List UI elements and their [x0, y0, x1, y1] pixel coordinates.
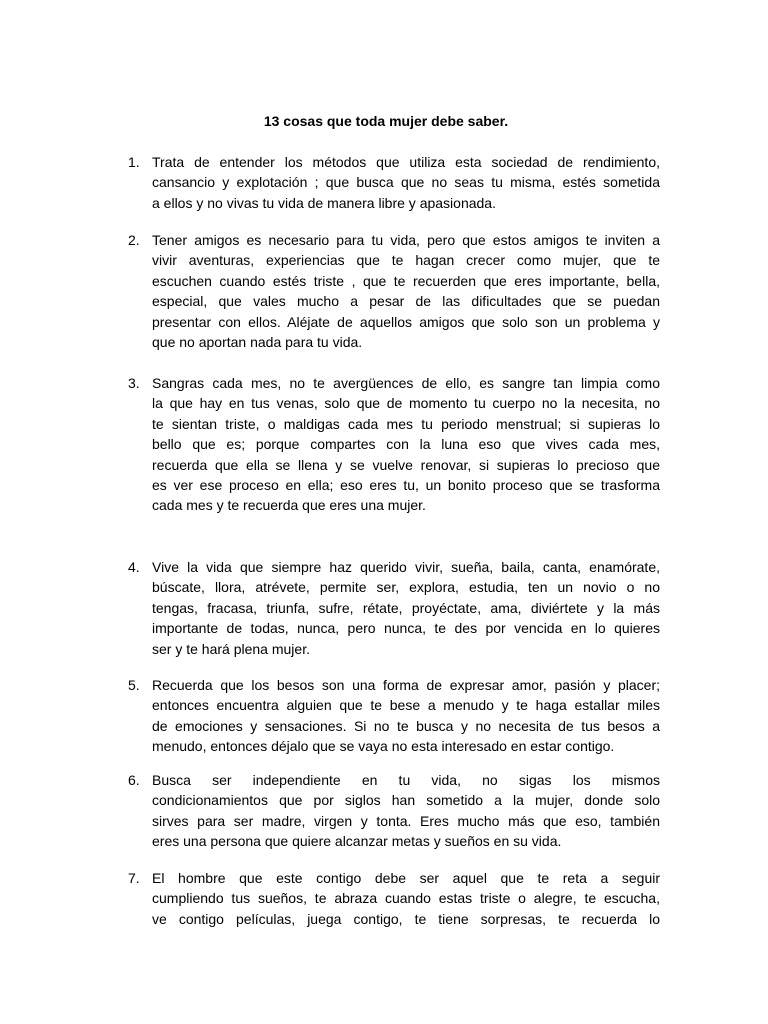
list-item-number: 3. — [128, 375, 140, 391]
text-line: Tener amigos es necesario para tu vida, pero que estos amigos te inviten a — [152, 232, 660, 248]
list-item-6 — [128, 770, 660, 852]
text-line: Sangras cada mes, no te avergüences de ello, es sangre tan limpia como — [152, 375, 660, 391]
text-line: vivir aventuras, experiencias que te hagan crecer como mujer, que te — [152, 252, 660, 269]
list-item-number: 1. — [128, 154, 140, 170]
text-line: Busca ser independiente en tu vida, no sigas los mismos — [152, 772, 660, 788]
text-line: condicionamientos que por siglos han sometido a la mujer, donde solo — [152, 792, 660, 809]
text-line: es ver ese proceso en ella; eso eres tu, un bonito proceso que se trasforma — [152, 476, 660, 493]
list-item-text — [152, 373, 660, 516]
text-line: a ellos y no vivas tu vida de manera libre y apasionada. — [152, 194, 496, 211]
text-line: eres una persona que quiere alcanzar metas y sueños en su vida. — [152, 833, 562, 850]
list-item-text — [152, 675, 660, 757]
text-line: bello que es; porque compartes con la luna eso que vives cada mes, — [152, 436, 660, 453]
list-item-3 — [128, 373, 660, 516]
text-line: importante de todas, nunca, pero nunca, te des por vencida en lo quieres — [152, 620, 660, 637]
list-item-number: 7. — [128, 870, 140, 886]
list-item-7 — [128, 868, 660, 929]
text-line: cansancio y explotación ; que busca que no seas tu misma, estés sometida — [152, 174, 660, 191]
text-line: cumpliendo tus sueños, te abraza cuando estas triste o alegre, te escucha, — [152, 890, 660, 907]
text-line: la que hay en tus venas, solo que de momento tu cuerpo no la necesita, no — [152, 395, 660, 412]
text-line: escuchen cuando estés triste , que te recuerden que eres importante, bella, — [152, 272, 660, 289]
text-line: recuerda que ella se llena y se vuelve renovar, si supieras lo precioso que — [152, 456, 660, 473]
text-line: Trata de entender los métodos que utiliza esta sociedad de rendimiento, — [152, 154, 660, 170]
list-item-number: 6. — [128, 772, 140, 788]
list-item-number: 4. — [128, 559, 140, 575]
list-item-4 — [128, 557, 660, 659]
text-line: Vive la vida que siempre haz querido vivir, sueña, baila, canta, enamórate, — [152, 559, 660, 575]
list-item-number: 2. — [128, 232, 140, 248]
list-item-text — [152, 152, 660, 213]
text-line: Recuerda que los besos son una forma de expresar amor, pasión y placer; — [152, 677, 660, 693]
list-item-text — [152, 868, 660, 929]
list-item-2 — [128, 230, 660, 352]
text-line: te sientan triste, o maldigas cada mes tu periodo menstrual; si supieras lo — [152, 415, 660, 432]
document-title: 13 cosas que toda mujer debe saber. — [263, 113, 509, 129]
text-line: especial, que vales mucho a pesar de las dificultades que se puedan — [152, 293, 660, 310]
text-line: ve contigo películas, juega contigo, te tiene sorpresas, te recuerda lo — [152, 910, 660, 927]
list-item-1 — [128, 152, 660, 213]
list-item-text — [152, 770, 660, 852]
text-line: que no aportan nada para tu vida. — [152, 333, 363, 350]
list-item-number: 5. — [128, 677, 140, 693]
text-line: entonces encuentra alguien que te bese a menudo y te haga estallar miles — [152, 697, 660, 714]
list-item-text — [152, 230, 660, 352]
list-item-5 — [128, 675, 660, 757]
text-line: cada mes y te recuerda que eres una mujer. — [152, 497, 426, 514]
text-line: sirves para ser madre, virgen y tonta. Eres mucho más que eso, también — [152, 812, 660, 829]
text-line: presentar con ellos. Aléjate de aquellos amigos que solo son un problema y — [152, 313, 660, 330]
text-line: ser y te hará plena mujer. — [152, 640, 310, 657]
text-line: tengas, fracasa, triunfa, sufre, rétate, proyéctate, ama, diviértete y la más — [152, 599, 660, 616]
text-line: de emociones y sensaciones. Si no te busca y no necesita de tus besos a — [152, 717, 660, 734]
list-item-text — [152, 557, 660, 659]
text-line: El hombre que este contigo debe ser aquel que te reta a seguir — [152, 870, 660, 886]
text-line: menudo, entonces déjalo que se vaya no esta interesado en estar contigo. — [152, 738, 615, 755]
text-line: búscate, llora, atrévete, permite ser, explora, estudia, ten un novio o no — [152, 579, 660, 596]
